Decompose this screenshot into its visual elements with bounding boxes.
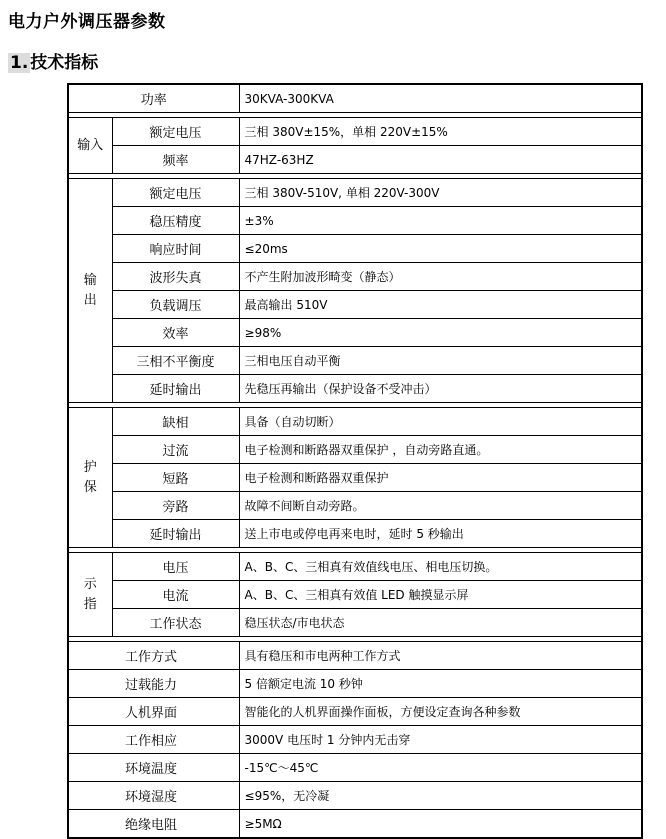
row-value: 三相电压自动平衡	[239, 347, 642, 375]
row-label: 环境湿度	[68, 782, 239, 810]
table-row	[68, 207, 642, 235]
table-row	[68, 581, 642, 609]
spec-table	[67, 83, 643, 839]
row-value: ±3%	[239, 207, 642, 235]
group-label	[68, 118, 112, 174]
row-label: 工作方式	[68, 642, 239, 670]
group-label	[68, 553, 112, 637]
row-label: 环境温度	[68, 754, 239, 782]
section-number: 1.	[10, 53, 29, 73]
row-value: 智能化的人机界面操作面板，方便设定查询各种参数	[239, 698, 642, 726]
row-value: ≥5MΩ	[239, 810, 642, 839]
row-label: 稳压精度	[112, 207, 239, 235]
row-label: 效率	[112, 319, 239, 347]
spec-table-body	[68, 84, 642, 838]
row-value: A、B、C、三相真有效值线电压、相电压切换。	[239, 553, 642, 581]
row-label: 旁路	[112, 492, 239, 520]
row-value: 3000V 电压时 1 分钟内无击穿	[239, 726, 642, 754]
table-row	[68, 553, 642, 581]
row-value: 稳压状态/市电状态	[239, 609, 642, 637]
row-label: 工作相应	[68, 726, 239, 754]
row-value: 最高输出 510V	[239, 291, 642, 319]
row-value: 电子检测和断路器双重保护 ，自动旁路直通。	[239, 436, 642, 464]
row-label: 频率	[112, 146, 239, 174]
row-label: 额定电压	[112, 179, 239, 207]
row-label: 响应时间	[112, 235, 239, 263]
row-label: 三相不平衡度	[112, 347, 239, 375]
row-label: 延时输出	[112, 375, 239, 403]
group-label-text: 保	[83, 479, 97, 495]
row-label: 过载能力	[68, 670, 239, 698]
row-label: 人机界面	[68, 698, 239, 726]
row-value: 故障不间断自动旁路。	[239, 492, 642, 520]
group-label	[68, 408, 112, 548]
row-value: A、B、C、三相真有效值 LED 触摸显示屏	[239, 581, 642, 609]
row-label: 电流	[112, 581, 239, 609]
table-row	[68, 263, 642, 291]
row-value: ≤20ms	[239, 235, 642, 263]
table-row	[68, 235, 642, 263]
row-value: 具备（自动切断）	[239, 408, 642, 436]
table-row	[68, 726, 642, 754]
group-label-text: 出	[83, 292, 97, 308]
row-value: 先稳压再输出（保护设备不受冲击）	[239, 375, 642, 403]
table-row	[68, 347, 642, 375]
group-label-text: 示	[83, 576, 97, 592]
group-label	[68, 179, 112, 403]
table-row	[68, 782, 642, 810]
row-value: 30KVA-300KVA	[239, 84, 642, 113]
table-row	[68, 642, 642, 670]
table-row	[68, 319, 642, 347]
row-value: 5 倍额定电流 10 秒钟	[239, 670, 642, 698]
row-value: ≥98%	[239, 319, 642, 347]
row-label: 电压	[112, 553, 239, 581]
table-row	[68, 118, 642, 146]
row-value: 三相 380V±15%，单相 220V±15%	[239, 118, 642, 146]
table-row	[68, 179, 642, 207]
table-row	[68, 375, 642, 403]
row-label: 绝缘电阻	[68, 810, 239, 839]
section-heading	[8, 48, 98, 73]
page-title: 电力户外调压器参数	[8, 12, 166, 32]
table-row	[68, 492, 642, 520]
table-row	[68, 754, 642, 782]
table-row	[68, 146, 642, 174]
row-label: 缺相	[112, 408, 239, 436]
group-label-text: 指	[83, 596, 97, 612]
table-row	[68, 698, 642, 726]
table-row	[68, 520, 642, 548]
group-label-text: 输入	[77, 137, 104, 153]
row-label: 延时输出	[112, 520, 239, 548]
row-label: 短路	[112, 464, 239, 492]
group-label-text: 护	[83, 459, 97, 475]
group-label-text: 输	[83, 272, 97, 288]
row-value: 不产生附加波形畸变（静态）	[239, 263, 642, 291]
row-value: 送上市电或停电再来电时，延时 5 秒输出	[239, 520, 642, 548]
row-value: 具有稳压和市电两种工作方式	[239, 642, 642, 670]
row-value: 三相 380V-510V, 单相 220V-300V	[239, 179, 642, 207]
row-value: ≤95%，无冷凝	[239, 782, 642, 810]
row-label: 过流	[112, 436, 239, 464]
row-label: 额定电压	[112, 118, 239, 146]
row-label: 工作状态	[112, 609, 239, 637]
table-row	[68, 670, 642, 698]
row-label: 波形失真	[112, 263, 239, 291]
table-row	[68, 464, 642, 492]
table-row	[68, 436, 642, 464]
table-row	[68, 609, 642, 637]
table-row	[68, 84, 642, 113]
table-row	[68, 291, 642, 319]
row-value: 47HZ-63HZ	[239, 146, 642, 174]
table-row	[68, 810, 642, 839]
row-label: 负载调压	[112, 291, 239, 319]
section-title: 技术指标	[30, 53, 99, 73]
row-value: -15℃～45℃	[239, 754, 642, 782]
row-label: 功率	[68, 84, 239, 113]
table-row	[68, 408, 642, 436]
row-value: 电子检测和断路器双重保护	[239, 464, 642, 492]
